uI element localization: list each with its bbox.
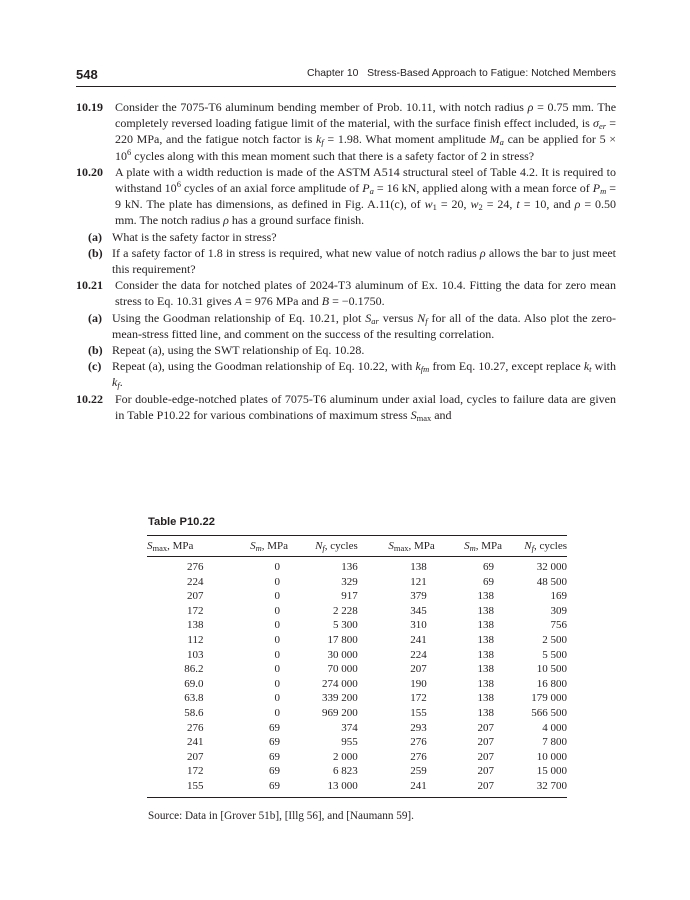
problem-text: = 16 kN, applied along with a mean force of: [376, 181, 590, 196]
math-symbol: S: [410, 407, 417, 422]
cell-smax: 172: [186, 765, 204, 778]
problem-number: 10.19: [76, 100, 103, 114]
math-subscript: fm: [420, 364, 430, 375]
page-number: 548: [76, 67, 98, 82]
cell-smax: 276: [410, 736, 427, 749]
table-row: [147, 575, 567, 590]
math-symbol: k: [316, 132, 322, 147]
problem-10-19: [76, 99, 616, 164]
running-head: [76, 67, 616, 83]
cell-sm: 69: [483, 575, 495, 588]
cell-nf: 6 823: [333, 765, 358, 778]
problem-list: [76, 99, 616, 423]
math-symbol: ρ: [479, 245, 486, 260]
cell-nf: 2 500: [542, 633, 567, 646]
math-symbol: M: [489, 132, 500, 147]
cell-nf: 274 000: [322, 677, 358, 690]
cell-smax: 207: [410, 663, 427, 676]
problem-number: 10.22: [76, 391, 103, 406]
cell-sm: 138: [477, 648, 495, 661]
problem-text: = 1.98. What moment amplitude: [327, 132, 486, 147]
math-subscript: a: [369, 186, 374, 197]
cell-nf: 10 000: [536, 750, 567, 763]
problem-text: has a ground surface finish.: [231, 213, 365, 228]
data-table: [147, 535, 567, 798]
cell-nf: 10 500: [536, 663, 567, 676]
cell-smax: 224: [410, 648, 427, 661]
cell-sm: 69: [269, 721, 280, 734]
math-subscript: f: [117, 380, 120, 391]
cell-sm: 0: [274, 663, 280, 676]
problem-10-21-part-c: [76, 358, 616, 390]
part-text: for all of the data. Also plot the zero-mean-stress fitted line, and comment on the success of the resulting correlation.: [112, 310, 617, 341]
cell-sm: 69: [269, 765, 280, 778]
cell-sm: 0: [274, 575, 280, 588]
math-subscript: er: [598, 121, 607, 132]
cell-nf: 32 700: [502, 779, 567, 797]
cell-nf: 969 200: [322, 706, 358, 719]
cell-nf: 756: [550, 619, 567, 632]
math-subscript: m: [600, 186, 607, 197]
cell-nf: 309: [550, 604, 567, 617]
cell-nf: 32 000: [536, 561, 567, 573]
table-row: [147, 557, 567, 575]
cell-nf: 30 000: [327, 648, 358, 661]
part-text: What is the safety factor in stress?: [112, 229, 277, 244]
cell-smax: 69.0: [184, 677, 204, 690]
problem-text: For double-edge-notched plates of 7075-T6 aluminum under axial load, cycles to failure data are given in Table P10.22 for various combinations of maximum stress: [115, 391, 616, 422]
col-header-smax: $S_{max}$, MPa: [147, 536, 217, 557]
math-symbol: P: [592, 181, 601, 196]
problem-text: cycles along with this mean moment such that there is a safety factor of 2 in stress?: [134, 148, 535, 163]
math-symbol: k: [415, 359, 421, 374]
cell-smax: 241: [186, 736, 204, 749]
cell-nf: 7 800: [542, 736, 567, 749]
problem-text: A plate with a width reduction is made of the ASTM A514 structural steel of Table 4.2. It is required to withstand 10: [115, 164, 616, 196]
math-subscript: f: [425, 315, 428, 326]
math-subscript: t: [589, 364, 592, 375]
cell-smax: 293: [410, 721, 427, 734]
cell-sm: 0: [274, 648, 280, 661]
problem-10-20-part-a: [76, 229, 616, 245]
cell-smax: 172: [410, 692, 427, 705]
cell-sm: 138: [477, 663, 495, 676]
cell-nf: 16 800: [536, 677, 567, 690]
header-rule: [76, 86, 616, 87]
problem-text: and: [434, 407, 452, 422]
part-text: versus: [382, 310, 414, 325]
col-header-sm: $S_m$, MPa: [217, 536, 288, 557]
cell-nf: 2 228: [333, 604, 358, 617]
part-text: from Eq. 10.27, except replace: [432, 359, 581, 374]
problem-10-20: [76, 164, 616, 229]
problem-10-21-part-a: [76, 310, 616, 342]
problem-text: = 9 kN. The plate has dimensions, as defined in Fig. A.11(c), of: [115, 181, 617, 212]
cell-nf: 48 500: [536, 575, 567, 588]
part-text: Using the Goodman relationship of Eq. 10.21, plot: [112, 310, 362, 325]
cell-nf: 374: [341, 721, 358, 734]
cell-nf: 179 000: [531, 692, 567, 705]
math-symbol: w: [424, 197, 433, 212]
cell-nf: 2 000: [333, 750, 358, 763]
cell-sm: 69: [217, 779, 288, 797]
part-text: If a safety factor of 1.8 in stress is required, what new value of notch radius: [112, 245, 477, 260]
cell-sm: 138: [477, 677, 495, 690]
cell-smax: 58.6: [184, 706, 204, 719]
cell-nf: 17 800: [327, 633, 358, 646]
cell-smax: 63.8: [184, 692, 204, 705]
cell-smax: 345: [410, 604, 427, 617]
part-label: (a): [88, 310, 102, 325]
cell-smax: 207: [186, 750, 204, 763]
problem-text: = 20,: [440, 197, 467, 212]
table-row: [147, 662, 567, 677]
math-symbol: A: [234, 294, 243, 309]
cell-sm: 138: [477, 692, 495, 705]
cell-smax: 259: [410, 765, 427, 778]
table-row: [147, 648, 567, 663]
col-header-nf: $N_f$, cycles: [288, 536, 358, 557]
table-row: [147, 735, 567, 750]
math-symbol: w: [470, 197, 479, 212]
cell-smax: 138: [186, 619, 204, 632]
table-caption: Table P10.22: [148, 516, 215, 528]
cell-sm: 207: [477, 765, 495, 778]
part-text: Repeat (a), using the Goodman relationship of Eq. 10.22, with: [112, 359, 413, 374]
table-row: [147, 618, 567, 633]
table-source-note: Source: Data in [Grover 51b], [Illg 56], and [Naumann 59].: [148, 810, 414, 822]
cell-sm: 207: [477, 750, 495, 763]
math-subscript: 2: [478, 202, 483, 213]
cell-nf: 169: [550, 590, 567, 603]
cell-nf: 5 300: [333, 619, 358, 632]
table-row: [147, 750, 567, 765]
cell-smax: 276: [410, 750, 427, 763]
table-row: [147, 589, 567, 604]
table-row: [147, 764, 567, 779]
cell-nf: 5 500: [542, 648, 567, 661]
problem-text: can be applied for 5 × 10: [115, 132, 617, 163]
cell-smax: 207: [186, 590, 204, 603]
cell-sm: 69: [269, 750, 280, 763]
problem-text: Consider the data for notched plates of 2024-T3 aluminum of Ex. 10.4. Fitting the data for zero mean stress to Eq. 10.31 gives: [115, 278, 616, 309]
table-row: [147, 633, 567, 648]
cell-smax: 112: [187, 633, 204, 646]
math-subscript: ar: [371, 315, 379, 326]
math-symbol: σ: [593, 116, 599, 131]
math-symbol: k: [583, 359, 590, 374]
math-subscript: f: [321, 137, 324, 148]
problem-text: = 0.75 mm. The completely reversed loading fatigue limit of the material, with the surface finish effect included, is: [115, 100, 617, 131]
part-label: (b): [88, 245, 103, 260]
problem-10-21: [76, 277, 616, 309]
cell-nf: 955: [341, 736, 358, 749]
cell-smax: 172: [186, 604, 204, 617]
cell-smax: 310: [410, 619, 427, 632]
cell-smax: 379: [410, 590, 427, 603]
cell-sm: 0: [274, 692, 280, 705]
math-symbol: S: [365, 310, 372, 325]
cell-smax: 155: [410, 706, 427, 719]
cell-smax: 241: [410, 633, 427, 646]
problem-10-21-part-b: [76, 342, 616, 358]
cell-sm: 207: [477, 721, 495, 734]
cell-nf: 15 000: [536, 765, 567, 778]
part-label: (c): [88, 359, 102, 374]
problem-text: = 10, and: [523, 197, 571, 212]
table-body: [147, 557, 567, 798]
math-superscript: 6: [176, 179, 181, 190]
part-text: .: [119, 375, 123, 390]
problem-text: Consider the 7075-T6 aluminum bending member of Prob. 10.11, with notch radius: [115, 100, 524, 114]
cell-nf: 566 500: [531, 706, 567, 719]
cell-sm: 138: [477, 706, 495, 719]
math-symbol: B: [321, 294, 330, 309]
cell-nf: 70 000: [327, 663, 358, 676]
cell-smax: 241: [358, 779, 435, 797]
cell-sm: 0: [274, 590, 280, 603]
part-text: Repeat (a), using the SWT relationship of Eq. 10.28.: [112, 343, 365, 358]
part-label: (b): [88, 343, 103, 358]
table-row: [147, 677, 567, 692]
table-row: [147, 706, 567, 721]
cell-sm: 0: [274, 604, 280, 617]
cell-sm: 0: [274, 633, 280, 646]
problem-text: = 976 MPa and: [245, 294, 319, 309]
cell-nf: 339 200: [322, 692, 358, 705]
problem-text: cycles of an axial force amplitude of: [183, 181, 360, 196]
cell-smax: 276: [186, 561, 204, 573]
math-symbol: k: [112, 375, 118, 390]
cell-sm: 69: [269, 736, 280, 749]
problem-text: = 24,: [486, 197, 513, 212]
problem-number: 10.21: [76, 278, 103, 293]
problem-text: = −0.1750.: [332, 294, 385, 309]
cell-sm: 207: [477, 736, 495, 749]
math-symbol: ρ: [574, 197, 581, 212]
cell-sm: 138: [477, 633, 495, 646]
table-header-row: [147, 536, 567, 557]
problem-10-22: [76, 391, 616, 423]
col-header-smax: $S_{max}$, MPa: [358, 536, 435, 557]
cell-smax: 155: [147, 779, 217, 797]
cell-sm: 0: [274, 706, 280, 719]
part-label: (a): [88, 229, 102, 244]
table-row: [147, 604, 567, 619]
col-header-sm: $S_m$, MPa: [435, 536, 502, 557]
math-symbol: ρ: [527, 100, 534, 114]
math-symbol: t: [516, 197, 520, 212]
math-subscript: a: [499, 137, 504, 148]
chapter-title: Chapter 10 Stress-Based Approach to Fatigue: Notched Members: [307, 68, 616, 79]
cell-sm: 0: [274, 677, 280, 690]
table-row: [147, 721, 567, 736]
cell-sm: 138: [477, 619, 495, 632]
cell-smax: 276: [186, 721, 204, 734]
math-symbol: N: [417, 310, 426, 325]
math-symbol: ρ: [223, 213, 229, 228]
cell-sm: 69: [483, 561, 495, 573]
part-text: allows the bar to just meet this requirement?: [112, 245, 617, 277]
math-symbol: P: [362, 181, 370, 196]
problem-10-20-part-b: [76, 245, 616, 277]
cell-smax: 86.2: [184, 663, 204, 676]
cell-smax: 138: [410, 561, 427, 573]
cell-sm: 207: [435, 779, 502, 797]
col-header-nf: $N_f$, cycles: [502, 536, 567, 557]
cell-smax: 121: [410, 575, 427, 588]
cell-smax: 190: [410, 677, 427, 690]
cell-sm: 138: [477, 604, 495, 617]
cell-sm: 138: [477, 590, 495, 603]
cell-nf: 13 000: [288, 779, 358, 797]
cell-nf: 4 000: [542, 721, 567, 734]
problem-text: = 220 MPa, and the fatigue notch factor is: [115, 116, 616, 147]
cell-sm: 0: [274, 619, 280, 632]
cell-nf: 917: [341, 590, 358, 603]
cell-nf: 329: [341, 575, 358, 588]
problem-text: = 0.50 mm. The notch radius: [115, 197, 617, 228]
math-subscript: max: [416, 412, 432, 423]
table-row: [147, 691, 567, 706]
problem-number: 10.20: [76, 164, 103, 179]
cell-smax: 103: [186, 648, 204, 661]
part-text: with: [594, 359, 617, 374]
cell-smax: 224: [186, 575, 204, 588]
math-subscript: 1: [432, 202, 437, 213]
math-superscript: 6: [127, 146, 132, 157]
cell-sm: 0: [274, 561, 280, 573]
cell-nf: 136: [341, 561, 358, 573]
table-row: [147, 779, 567, 797]
